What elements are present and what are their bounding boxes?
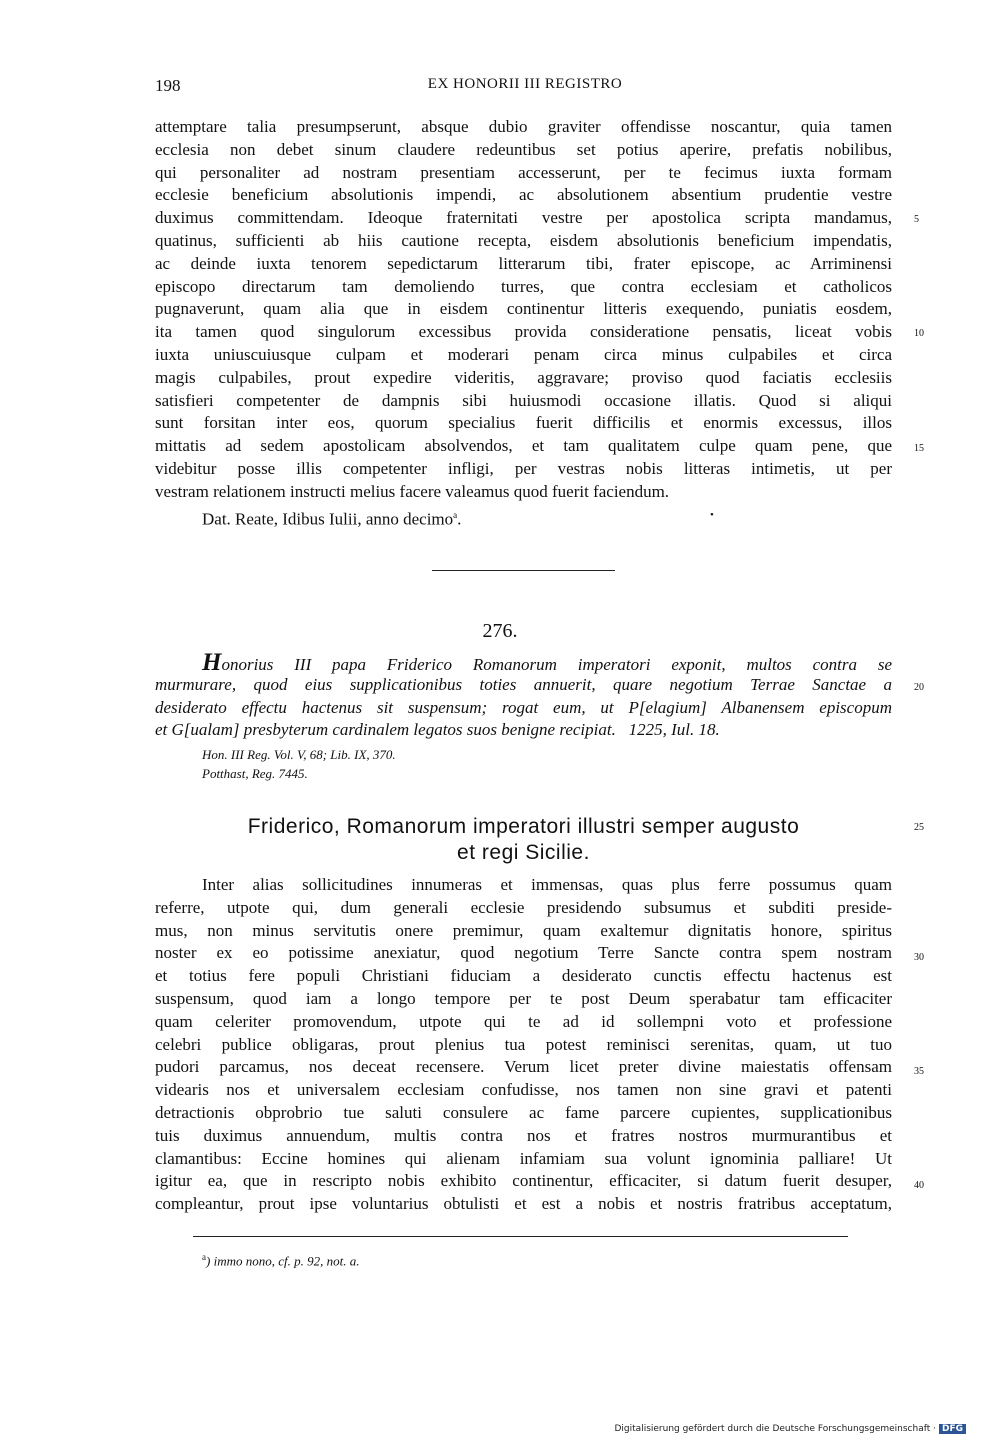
credit-text: Digitalisierung gefördert durch die Deutsche Forschungsgemeinschaft · <box>614 1424 936 1434</box>
line-number: 15 <box>914 443 924 454</box>
line-number: 35 <box>914 1066 924 1077</box>
footnote-divider <box>193 1236 848 1237</box>
text-line: quam celeriter promovendum, utpote qui te ad id sollempni voto et professione <box>155 1011 892 1031</box>
address-line: et regi Sicilie. <box>457 841 590 864</box>
summary-line: murmurare, quod eius supplicationibus toties annuerit, quare negotium Terrae Sanctae a <box>155 675 892 695</box>
address-line: Friderico, Romanorum imperatori illustri semper augusto <box>247 815 800 838</box>
text-line: celebri publice obligaras, prout plenius tua potest reminisci serenitas, quam, ut tuo <box>155 1034 892 1054</box>
dating-clause: Dat. Reate, Idibus Iulii, anno decimo$^a$. • <box>155 504 892 527</box>
footnote <box>202 1252 359 1269</box>
text-line: igitur ea, que in rescripto nobis exhibito continentur, efficaciter, si datum fuerit desuper, <box>155 1171 892 1191</box>
text-line: clamantibus: Eccine homines qui alienam infamiam sua volunt ignominia palliare! Ut <box>155 1148 892 1168</box>
text-line: duximus committendam. Ideoque fraternitati vestre per apostolica scripta mandamus, <box>155 208 892 228</box>
text-line: suspensum, quod iam a longo tempore per te post Deum sperabatur tam efficaciter <box>155 988 892 1008</box>
text-line: mus, non minus servitutis onere premimur, quam exaltemur dignitatis honore, spiritus <box>155 920 892 940</box>
line-number: 25 <box>914 822 924 833</box>
text-line: ecclesia non debet sinum claudere redeuntibus set potius aperire, prefatis nobilibus, <box>155 139 892 159</box>
text-line: tuis duximus annuendum, multis contra nos et fratres nostros murmurantibus et <box>155 1125 892 1145</box>
line-number: 10 <box>914 328 924 339</box>
summary-line <box>155 649 892 676</box>
dating-text: Dat. Reate, Idibus Iulii, anno decimo <box>202 509 454 529</box>
text-line: pudori parcamus, nos deceat recensere. Verum licet preter divine maiestatis offensam <box>155 1057 892 1077</box>
document-number: 276. <box>482 620 518 642</box>
text-line: iuxta uniuscuiusque culpam et moderari penam circa minus culpabiles et circa <box>155 344 892 364</box>
sources <box>202 745 396 783</box>
footnote-mark: a <box>202 1252 206 1262</box>
line-number: 30 <box>914 952 924 963</box>
text-line: episcopo directarum tam demoliendo turres, que contra ecclesiam et catholicos <box>155 276 892 296</box>
summary-line: et G[ualam] presbyterum cardinalem legatos suos benigne recipiat. 1225, Iul. 18. <box>155 720 720 740</box>
footnote-text: ) immo nono, cf. p. 92, not. a. <box>206 1253 360 1269</box>
line-number: 40 <box>914 1180 924 1191</box>
text-line: satisfieri competenter de dampnis sibi huiusmodi occasione illatis. Quod si aliqui <box>155 390 892 410</box>
text-line: ita tamen quod singulorum excessibus provida consideratione pensatis, liceat vobis <box>155 322 892 342</box>
text-line: ecclesie beneficium absolutionis impendi, ac absolutionem absentium prudentie vestre <box>155 185 892 205</box>
text-line: noster ex eo potissime anexiatur, quod negotium Terre Sancte contra spem nostram <box>155 943 892 963</box>
line-number: 5 <box>914 214 919 225</box>
summary-line: desiderato effectu hactenus sit suspensum; rogat eum, ut P[elagium] Albanensem episcopum <box>155 697 892 717</box>
text-line: Inter alias sollicitudines innumeras et immensas, quas plus ferre possumus quam <box>202 875 892 894</box>
address <box>155 814 892 866</box>
digitization-credit <box>615 1424 967 1434</box>
dfg-logo: DFG <box>939 1424 966 1434</box>
text-line: vestram relationem instructi melius facere valeamus quod fuerit faciendum. <box>155 481 670 501</box>
text-line: pugnaverunt, quam alia que in eisdem continentur litteris exequendo, puniatis eosdem, <box>155 299 892 319</box>
page-header <box>155 76 895 100</box>
page-number: 198 <box>155 76 181 95</box>
source-reference: Hon. III Reg. Vol. V, 68; Lib. IX, 370. <box>202 747 396 762</box>
document-summary <box>155 649 892 742</box>
text-line: mittatis ad sedem apostolicam absolvendos, et tam qualitatem culpe quam pene, que <box>155 436 892 456</box>
dot-mark: • <box>710 508 714 521</box>
text-line: attemptare talia presumpserunt, absque dubio graviter offendisse noscantur, quia tamen <box>155 117 892 136</box>
text-line: referre, utpote qui, dum generali ecclesie presidendo subsumus et subditi preside- <box>155 897 892 917</box>
source-reference: Potthast, Reg. 7445. <box>202 766 308 781</box>
running-head: EX HONORII III REGISTRO <box>427 76 623 92</box>
section-divider <box>432 570 615 571</box>
text-line: videbitur posse illis competenter infligi, per vestras nobis litteras intimetis, ut per <box>155 458 892 478</box>
text-line: qui personaliter ad nostram presentiam accesserunt, per te fecimus iuxta formam <box>155 162 892 182</box>
summary-text: onorius III papa Friderico Romanorum imperatori exponit, multos contra se <box>221 655 892 674</box>
text-line: quatinus, sufficienti ab hiis cautione recepta, eisdem absolutionis beneficium impendatis, <box>155 230 892 250</box>
text-line: detractionis obprobrio tue saluti consulere ac fame parcere cupientes, supplicationibus <box>155 1102 892 1122</box>
text-line: sunt forsitan inter eos, quorum specialius fuerit difficilis et enormis excessus, illos <box>155 413 892 433</box>
initial-letter: H <box>202 649 222 676</box>
text-line: et totius fere populi Christiani fiduciam a desiderato cunctis effectu hactenus est <box>155 966 892 986</box>
text-line: ac deinde iuxta tenorem sepedictarum litterarum tibi, frater episcope, ac Arriminensi <box>155 253 892 273</box>
previous-letter-text <box>155 116 892 529</box>
text-line: compleantur, prout ipse voluntarius obtulisti et est a nobis et nostris fratribus acceptatum, <box>155 1194 892 1214</box>
letter-body <box>155 874 892 1216</box>
line-number: 20 <box>914 682 924 693</box>
footnote-reference: a <box>453 509 458 520</box>
text-line: magis culpabiles, prout expedire videritis, aggravare; proviso quod faciatis ecclesiis <box>155 367 892 387</box>
text-line: videaris nos et universalem ecclesiam confudisse, nos tamen non sine gravi et patenti <box>155 1080 892 1100</box>
